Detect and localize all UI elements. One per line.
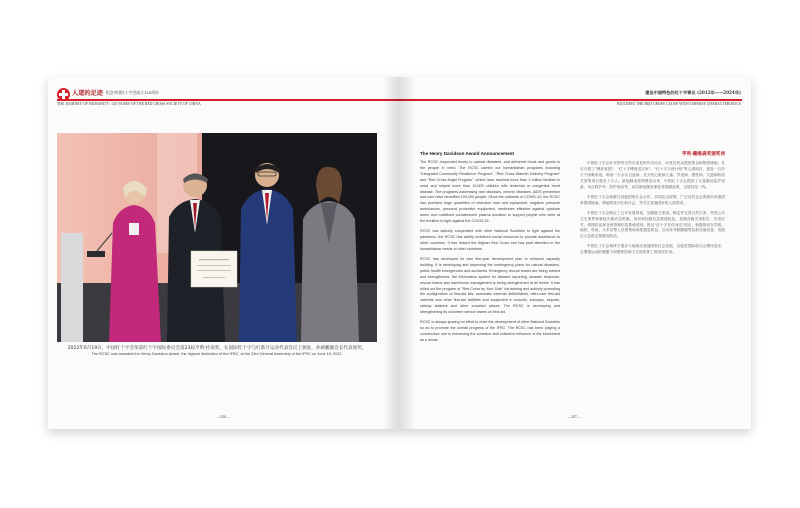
header-rule — [399, 99, 742, 101]
right-gutter-shadow — [399, 77, 415, 429]
left-gutter-shadow — [383, 77, 399, 429]
header-title-cn: 人道的足迹 — [72, 90, 103, 97]
section-heading-en: The Henry Davidson Award Announcement — [420, 151, 515, 156]
paragraph-cn: 中国红十字会制定了五年发展规划，加强能力建设。制定并完善自然灾害、突发公共卫生事件和事故灾难应急预案。培训和加强应急救援队伍，加强各级灾害报告、灾害应对、救援队伍和仓库管理信息系统建设。推出"红十字在你身边"项目，积极推动在学校、地铁、机场、火车站等人员密集场所配置急救包、自动体外除颤器等急救设施设备，发展壮大急救志愿服务队伍。 — [580, 210, 725, 239]
header-subtitle-cn: 纪念中国红十字会成立120周年 — [106, 89, 159, 95]
left-page-number: —206— — [216, 415, 230, 419]
paragraph-en: RCSC is always sparing no effort to drive the development of other National Societies so as to promote the overall progress of the IFRC. The RCSC has been playing a constructive role in enhancing the cohesion and collective influence of the Movement as a whole. — [420, 320, 560, 342]
right-page-number: —207— — [567, 415, 581, 419]
chinese-column — [580, 151, 725, 260]
left-page — [48, 77, 399, 429]
photo-caption-en: The RCSC was awarded the Henry Davidson Award, the highest distinction of the IFRC, at the 23rd General Assembly of the IFRC on June 19, 2022. — [91, 352, 343, 356]
right-page — [399, 77, 751, 429]
english-column — [420, 151, 560, 348]
header-title-en: BUILDING THE RED CROSS CAUSE WITH CHINESE CHARACTERISTICS — [617, 102, 741, 106]
paragraph-cn: 中国红十字会针对国内自然灾害及时作出反应，向受灾民众提供资金和物资援助。先后开展了"博爱家园"、"红十字博爱送万家"、"红十字天使计划"等人道项目，惠及一百多万个困难家庭，救助一万余名白血病、先天性心脏病儿童。罕见病、慢性病、艾滋病防治关爱等项目惠及十万人。新冠肺炎疫情暴发以来，中国红十字会提供了大量重症监护设备、负压救护车、防护用品等，动员新冠肺炎康复者捐献血浆，支援抗疫一线。 — [580, 161, 725, 189]
paragraph-cn: 中国红十字会积极与其他国家红会合作，共同抗击疫情，广泛动员社会资源向其他国家提供援助。帮助阿富汗红新月会，并关注其他国家的人道需求。 — [580, 194, 725, 205]
red-cross-logo-icon — [57, 88, 70, 101]
header-title-en: THE JOURNEY OF HUMANITY: 120 YEARS OF THE RED CROSS SOCIETY OF CHINA — [57, 102, 201, 106]
award-ceremony-photo — [57, 133, 377, 342]
award-ceremony-illustration — [57, 133, 377, 342]
photo-caption-cn: 2022年6月19日，中国红十字会荣获红十字国际委员会第23届亨利·杜南奖，在国际红十字与红新月运动代表会议上颁发，孙硕鹏副会长代表领奖。 — [67, 346, 367, 351]
section-heading-cn: 亨利·戴维森奖颁奖词 — [681, 152, 725, 157]
paragraph-cn: 中国红十字会始终不遗余力地推动其他国家红会发展，以促进国际联合会整体进步，在增强运动的凝聚力和整体影响力方面发挥了建设性作用。 — [580, 244, 725, 255]
paragraph-en: The RCSC responded timely to natural disasters, and delivered funds and goods to the people in need. The RCSC carried out humanitarian programs including "Integrated Community Resilience Program", "Red Cross Warmth Delivery Program" and "Red Cross Angel Program", which have reached more than 1 million families in need and helped more than 10,000 children with leukemia or congenital heart disease. The programs addressing rare diseases, chronic diseases, AIDS prevention and care have benefited 100,000 people. Since the outbreak of COVID-19, the RCSC has provided large quantities of intensive care unit equipment, negative pressure ambulances, personal protective equipment, medicines effective against cytokine storm and mobilized convalescent plasma donation to support people who were at the frontline to fight against the COVID-19. — [420, 160, 560, 224]
open-book-spread — [48, 77, 751, 429]
header-title-cn: 建设中国特色的红十字事业 (2012年——2024年) — [645, 90, 741, 95]
header-rule — [57, 99, 399, 101]
paragraph-en: RCSC has developed its own five-year development plan to enhance capacity building. It is developing and improving the contingency plans for natural disasters, public health emergencies and accidents. Emergency rescue teams are being trained and strengthened, the information system for disaster reporting, disaster response, rescue teams and warehouse management is being strengthened at all levels. It has rolled out the program of "Red Cross by Your Side" via training and actively promoting the configuration of first-aid kits, automatic external defibrillators, after-care first-aid cabinets and other first-aid facilities and equipment in schools, subways, airports, railway stations and other crowded places. The RCSC is developing and strengthening its volunteer service teams on first aid. — [420, 256, 560, 315]
paragraph-en: RCSC has actively cooperated with other National Societies to fight against the pandemic, the RCSC has widely mobilized social resources to provide assistance to other countries. It has helped the Afghan Red Cross and has paid attention to the humanitarian needs of other countries. — [420, 229, 560, 251]
